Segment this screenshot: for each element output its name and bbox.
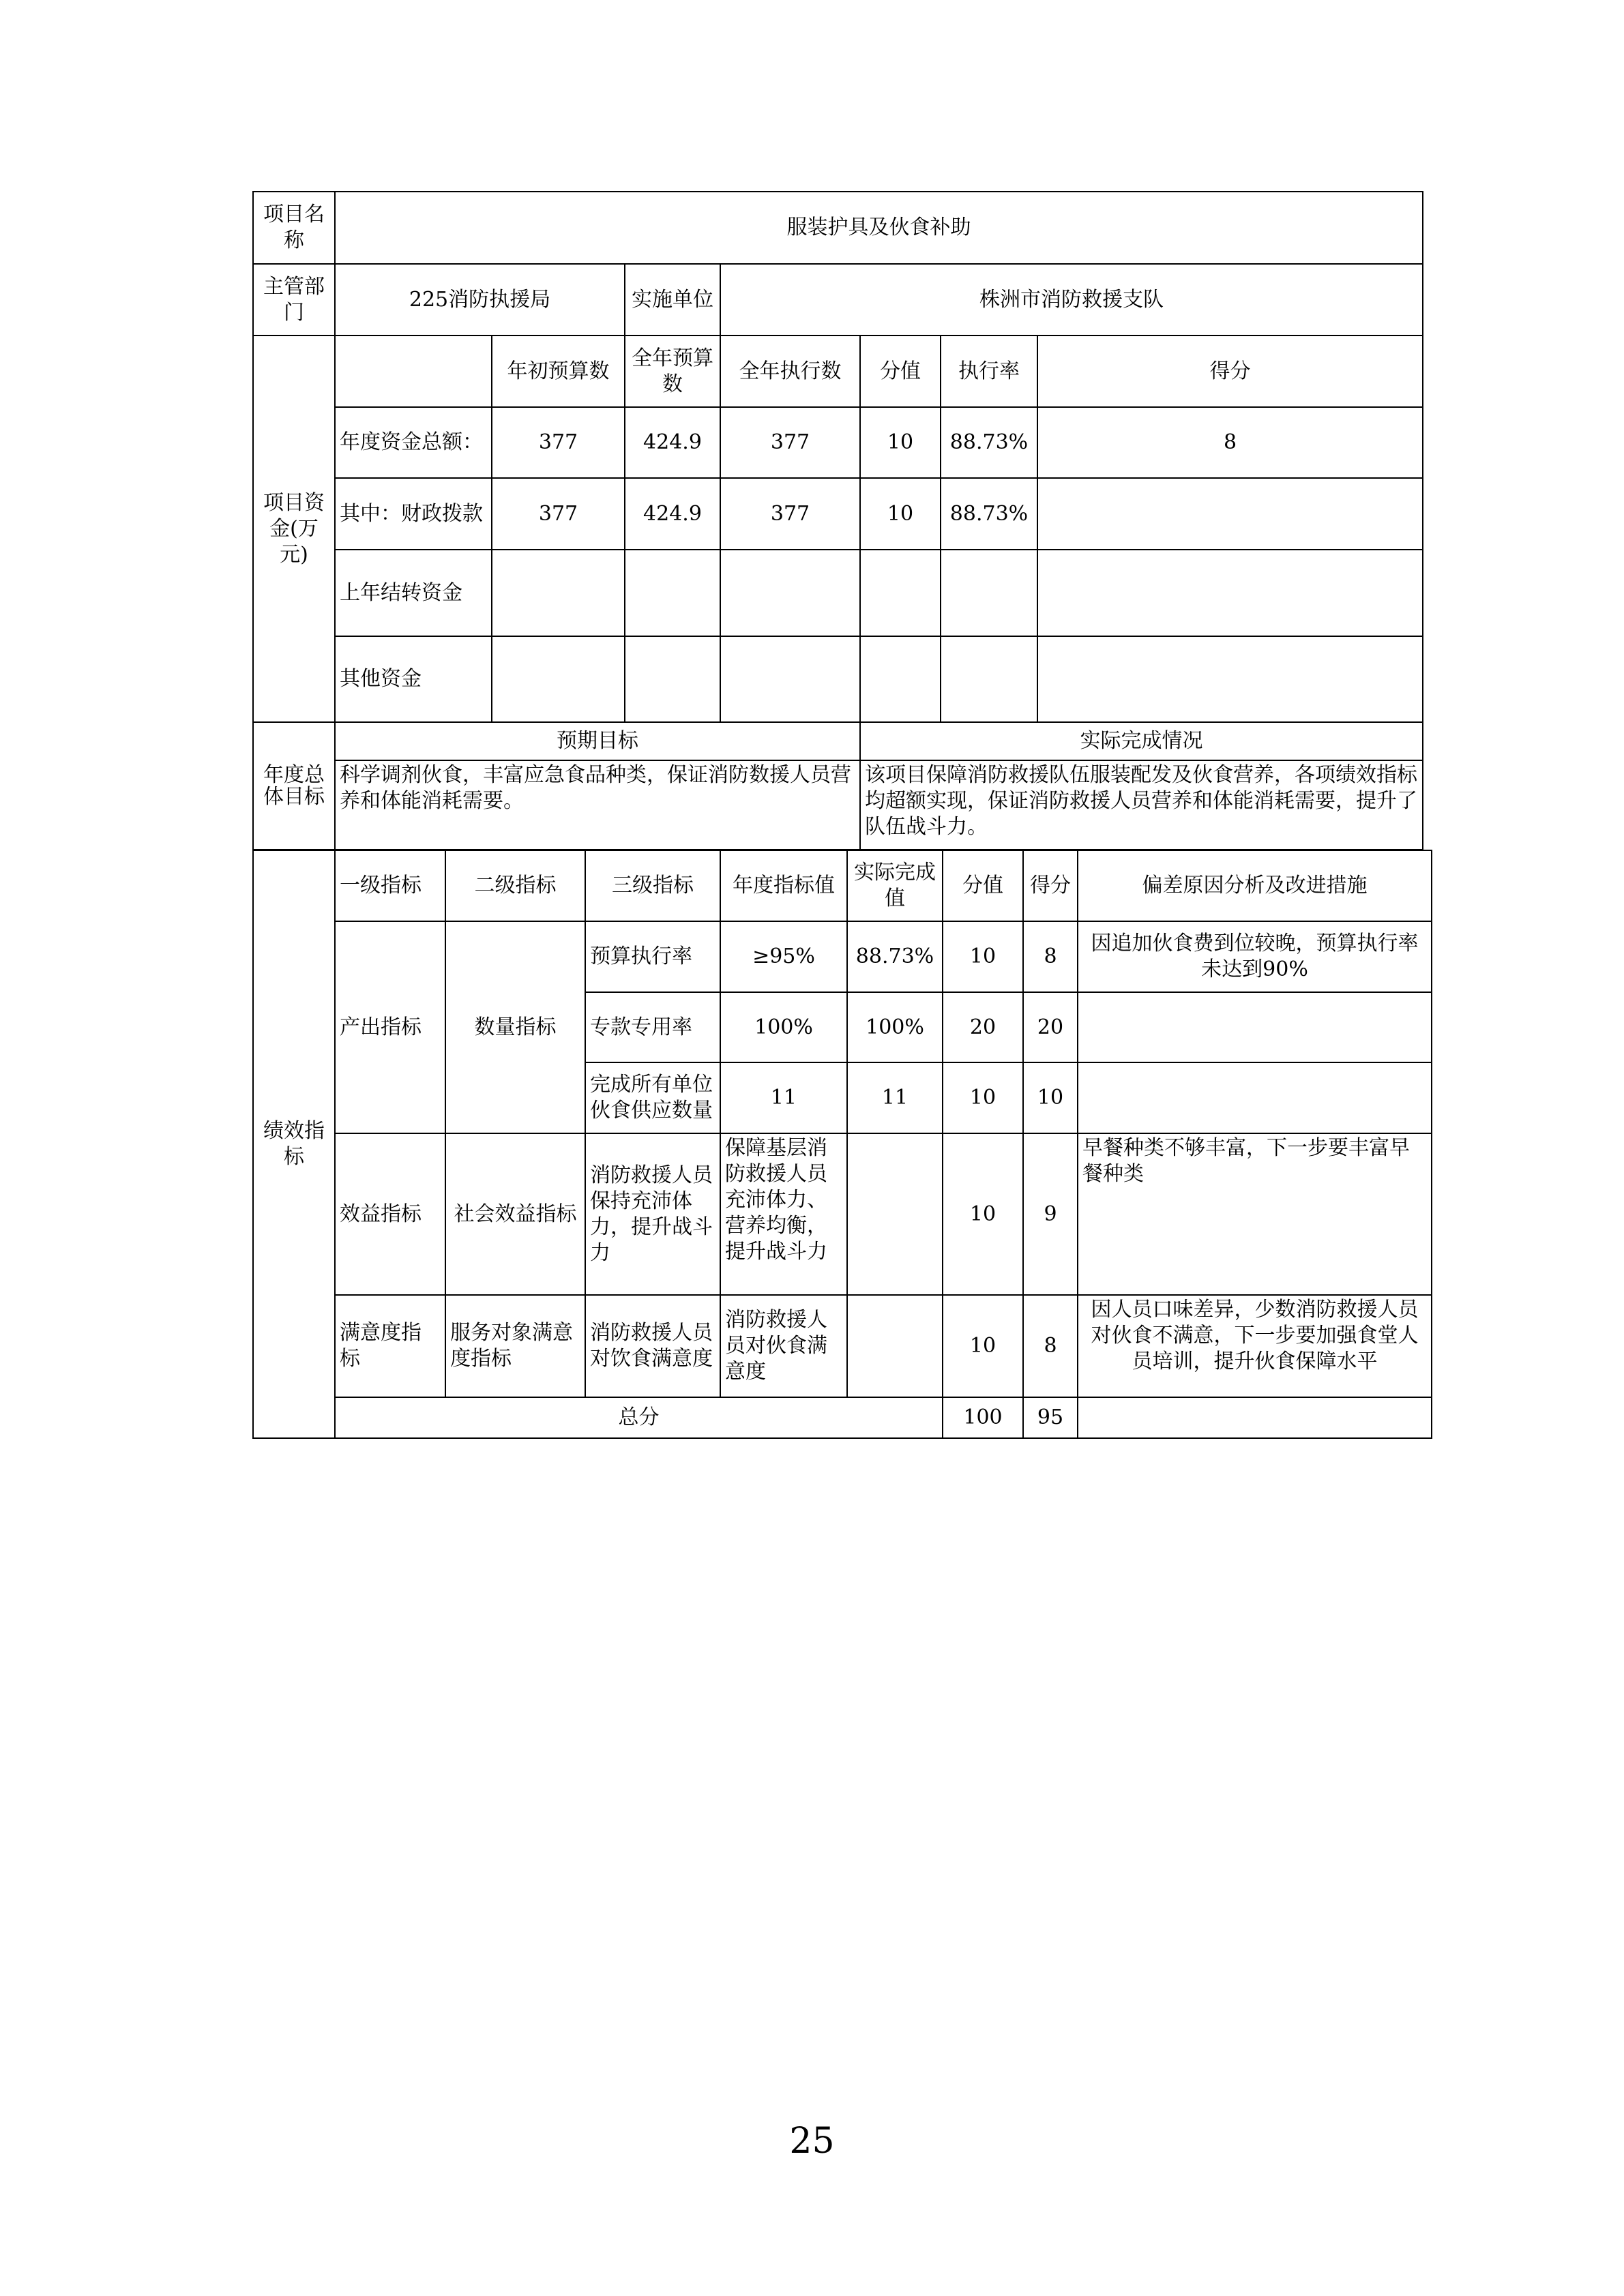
total-score-value: 100 [943, 1397, 1023, 1438]
funds-row [253, 407, 1423, 478]
actual-completion-text: 该项目保障消防救援队伍服装配发及伙食营养，各项绩效指标均超额实现，保证消防救援人员营养和体能消耗需要，提升了队伍战斗力。 [860, 760, 1423, 850]
funds-executed [720, 550, 860, 636]
satisfaction-actual [847, 1295, 943, 1397]
funds-rate: 88.73% [941, 478, 1037, 550]
funds-header: 年初预算数 [492, 336, 625, 407]
indicator-score-value: 20 [943, 992, 1023, 1062]
funds-section-label: 项目资金(万元) [253, 336, 335, 722]
impl-label: 实施单位 [625, 264, 720, 336]
funds-score [1037, 550, 1423, 636]
project-funds-table [252, 191, 1423, 850]
funds-score [1037, 636, 1423, 722]
indicator-header: 一级指标 [335, 850, 445, 921]
indicator-target: ≥95% [720, 921, 847, 992]
indicators-section-label: 绩效指标 [253, 850, 335, 1438]
indicator-header: 分值 [943, 850, 1023, 921]
output-level1: 产出指标 [335, 921, 445, 1133]
indicator-score: 8 [1023, 921, 1078, 992]
benefit-note: 早餐种类不够丰富，下一步要丰富早餐种类 [1078, 1133, 1432, 1295]
indicator-header: 实际完成值 [847, 850, 943, 921]
funds-annual: 424.9 [625, 478, 720, 550]
total-score: 95 [1023, 1397, 1078, 1438]
indicator-actual: 11 [847, 1062, 943, 1133]
funds-initial [492, 550, 625, 636]
output-level2: 数量指标 [445, 921, 585, 1133]
indicators-table [252, 850, 1432, 1439]
indicator-target: 100% [720, 992, 847, 1062]
indicator-actual: 100% [847, 992, 943, 1062]
benefit-target: 保障基层消防救援人员充沛体力、营养均衡，提升战斗力 [720, 1133, 847, 1295]
expected-goal-text: 科学调剂伙食，丰富应急食品种类，保证消防数援人员营养和体能消耗需要。 [335, 760, 860, 850]
funds-initial: 377 [492, 478, 625, 550]
funds-executed [720, 636, 860, 722]
satisfaction-note: 因人员口味差异，少数消防救援人员对伙食不满意，下一步要加强食堂人员培训，提升伙食保障水平 [1078, 1295, 1432, 1397]
indicator-target: 11 [720, 1062, 847, 1133]
project-name-label: 项目名称 [253, 192, 335, 264]
actual-completion-header: 实际完成情况 [860, 722, 1423, 760]
expected-goal-header: 预期目标 [335, 722, 860, 760]
goals-section-label-text: 年度总体目标 [263, 762, 325, 809]
dept-label: 主管部门 [253, 264, 335, 336]
funds-initial: 377 [492, 407, 625, 478]
indicator-score-value: 10 [943, 921, 1023, 992]
funds-row [253, 636, 1423, 722]
indicator-row [253, 1295, 1432, 1397]
total-label: 总分 [335, 1397, 943, 1438]
satisfaction-target: 消防救援人员对伙食满意度 [720, 1295, 847, 1397]
funds-executed: 377 [720, 407, 860, 478]
funds-header: 执行率 [941, 336, 1037, 407]
indicator-score: 20 [1023, 992, 1078, 1062]
benefit-score: 9 [1023, 1133, 1078, 1295]
indicator-level3: 专款专用率 [585, 992, 720, 1062]
benefit-level2: 社会效益指标 [445, 1133, 585, 1295]
funds-row [253, 478, 1423, 550]
funds-row-label: 年度资金总额： [335, 407, 492, 478]
funds-score-value [860, 636, 941, 722]
indicator-header: 二级指标 [445, 850, 585, 921]
funds-rate [941, 550, 1037, 636]
funds-executed: 377 [720, 478, 860, 550]
funds-row-label: 其他资金 [335, 636, 492, 722]
satisfaction-score: 8 [1023, 1295, 1078, 1397]
benefit-level3: 消防救援人员保持充沛体力，提升战斗力 [585, 1133, 720, 1295]
indicator-score-value: 10 [943, 1062, 1023, 1133]
indicator-header: 年度指标值 [720, 850, 847, 921]
indicator-note [1078, 992, 1432, 1062]
benefit-score-value: 10 [943, 1133, 1023, 1295]
dept-value: 225消防执援局 [335, 264, 625, 336]
benefit-level1: 效益指标 [335, 1133, 445, 1295]
funds-header: 得分 [1037, 336, 1423, 407]
funds-row-label: 上年结转资金 [335, 550, 492, 636]
funds-header: 全年执行数 [720, 336, 860, 407]
satisfaction-level3: 消防救援人员对饮食满意度 [585, 1295, 720, 1397]
funds-header: 全年预算数 [625, 336, 720, 407]
indicator-note [1078, 1062, 1432, 1133]
indicator-row [253, 921, 1432, 992]
funds-score [1037, 478, 1423, 550]
indicator-score: 10 [1023, 1062, 1078, 1133]
total-row [253, 1397, 1432, 1438]
goals-section-label [253, 722, 335, 850]
funds-rate: 88.73% [941, 407, 1037, 478]
funds-annual: 424.9 [625, 407, 720, 478]
funds-header-blank [335, 336, 492, 407]
indicator-note: 因追加伙食费到位较晚，预算执行率未达到90% [1078, 921, 1432, 992]
funds-rate [941, 636, 1037, 722]
funds-score-value [860, 550, 941, 636]
funds-score-value: 10 [860, 478, 941, 550]
indicator-header: 偏差原因分析及改进措施 [1078, 850, 1432, 921]
impl-value: 株洲市消防救援支队 [720, 264, 1423, 336]
page-number: 25 [789, 2121, 835, 2162]
indicator-level3: 完成所有单位伙食供应数量 [585, 1062, 720, 1133]
funds-score-value: 10 [860, 407, 941, 478]
indicator-actual: 88.73% [847, 921, 943, 992]
funds-row [253, 550, 1423, 636]
satisfaction-level2: 服务对象满意度指标 [445, 1295, 585, 1397]
total-note [1078, 1397, 1432, 1438]
funds-initial [492, 636, 625, 722]
project-name: 服装护具及伙食补助 [335, 192, 1423, 264]
funds-score: 8 [1037, 407, 1423, 478]
funds-header: 分值 [860, 336, 941, 407]
benefit-actual [847, 1133, 943, 1295]
funds-annual [625, 636, 720, 722]
satisfaction-score-value: 10 [943, 1295, 1023, 1397]
funds-row-label: 其中：财政拨款 [335, 478, 492, 550]
satisfaction-level1: 满意度指标 [335, 1295, 445, 1397]
indicator-row [253, 1133, 1432, 1295]
indicator-header: 得分 [1023, 850, 1078, 921]
indicator-header: 三级指标 [585, 850, 720, 921]
funds-annual [625, 550, 720, 636]
indicator-level3: 预算执行率 [585, 921, 720, 992]
